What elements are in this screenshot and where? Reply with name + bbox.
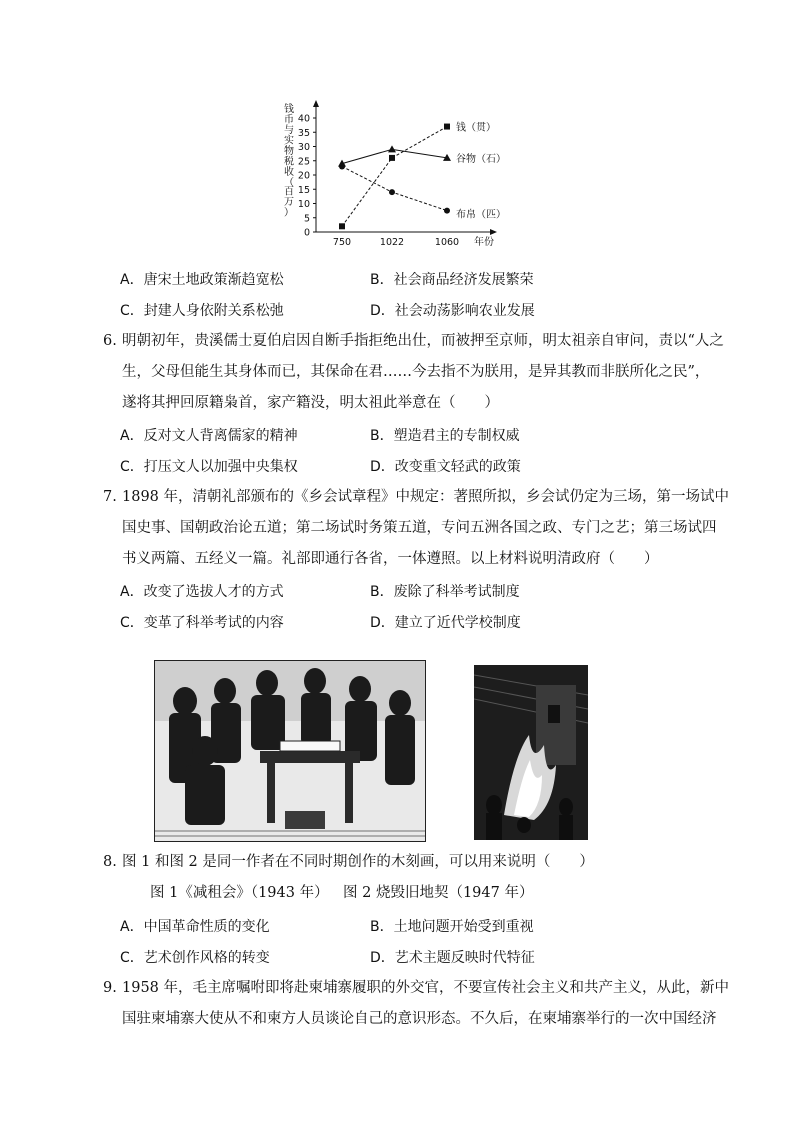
q5-option-a[interactable] [120,269,284,289]
q8-option-b[interactable] [370,916,534,936]
data-point [444,208,450,214]
q6-option-d[interactable] [370,456,521,476]
q6-option-d-text: 改变重文轻武的政策 [394,459,521,475]
q9-stem-line-1: 1958 年，毛主席嘱咐即将赴柬埔寨履职的外交官，不要宣传社会主义和共产主义，从此，新中 [122,980,730,996]
tax-chart [270,95,530,255]
q7-stem-line-3: 书义两篇、五经义一篇。礼部即通行各省，一体遵照。以上材料说明清政府（ ） [122,551,659,567]
q6-option-a[interactable] [120,425,298,445]
q6-stem-line-2: 生，父母但能生其身体而已，其保命在君……今去指不为朕用，是异其教而非朕所化之民”， [122,364,710,380]
q6-option-b[interactable] [370,425,520,445]
q7-option-d[interactable] [370,612,521,632]
y-tick-label: 20 [297,170,310,182]
q8-stem: 图 1 和图 2 是同一作者在不同时期创作的木刻画，可以用来说明（ ） [122,854,594,870]
q7-stem-line-2: 国史事、国朝政治论五道；第二场试时务策五道，专问五洲各国之政、专门之艺；第三场试四 [122,520,717,536]
q5-option-b-text: 社会商品经济发展繁荣 [393,272,534,288]
q7-option-a[interactable] [120,581,284,601]
q8-option-d[interactable] [370,947,535,967]
series-line [342,127,447,227]
q7-option-b-text: 废除了科举考试制度 [393,584,520,600]
data-point [388,145,396,152]
q8-option-a-letter: A． [120,919,144,935]
y-tick-label: 0 [303,227,310,239]
y-tick-label: 35 [297,127,310,139]
q7-number: 7. [103,489,117,505]
figure-2-caption: 图 2 烧毁旧地契（1947 年） [343,885,534,901]
q8-option-a-text: 中国革命性质的变化 [143,919,270,935]
y-tick-label: 25 [297,156,310,168]
q5-option-d-letter: D． [370,303,395,319]
q8-option-c-text: 艺术创作风格的转变 [143,950,270,966]
q6-number: 6. [103,333,117,349]
q8-option-c[interactable] [120,947,270,967]
woodcut-image-1 [154,660,426,842]
q6-option-c-text: 打压文人以加强中央集权 [143,459,298,475]
x-tick-label: 1060 [434,237,460,248]
q5-option-c[interactable] [120,300,284,320]
y-tick-label: 40 [297,113,310,125]
q6-option-d-letter: D． [370,459,395,475]
q8-option-d-text: 艺术主题反映时代特征 [394,950,535,966]
y-axis-label-text: 钱币与实物税收（百万） [284,104,294,219]
series-label: 布帛（匹） [456,209,506,221]
y-ticks [298,114,316,239]
q8-option-d-letter: D． [370,950,395,966]
x-axis-label: 年份 [474,237,494,248]
q8-option-b-text: 土地问题开始受到重视 [393,919,534,935]
q7-stem-line-1: 1898 年，清朝礼部颁布的《乡会试章程》中规定：著照所拟，乡会试仍定为三场，第一场试中 [122,489,730,505]
q9-number: 9. [103,980,117,996]
q7-option-c-letter: C． [120,615,144,631]
q6-option-c-letter: C． [120,459,144,475]
q5-option-b[interactable] [370,269,534,289]
q6-option-a-text: 反对文人背离儒家的精神 [143,428,298,444]
y-tick-label: 5 [303,213,310,225]
q7-option-a-text: 改变了选拔人才的方式 [143,584,284,600]
q6-option-a-letter: A． [120,428,144,444]
y-axis-arrow [313,100,319,107]
y-tick-label: 15 [297,184,310,196]
q5-option-d-text: 社会动荡影响农业发展 [394,303,535,319]
q5-option-a-letter: A． [120,272,144,288]
data-point [339,223,345,229]
q6-option-c[interactable] [120,456,298,476]
q7-option-c[interactable] [120,612,284,632]
q8-number: 8. [103,854,117,870]
q5-option-c-letter: C． [120,303,144,319]
q8-option-a[interactable] [120,916,270,936]
q5-option-b-letter: B． [370,272,394,288]
q7-option-d-letter: D． [370,615,395,631]
q6-stem-line-3: 遂将其押回原籍枭首，家产籍没，明太祖此举意在（ ） [122,395,499,411]
q6-option-b-text: 塑造君主的专制权威 [393,428,520,444]
y-tick-label: 30 [297,142,310,153]
q7-option-d-text: 建立了近代学校制度 [394,615,521,631]
q7-option-b-letter: B． [370,584,394,600]
q5-option-c-text: 封建人身依附关系松弛 [143,303,284,319]
series-label: 谷物（石） [456,153,506,165]
q9-stem-line-2: 国驻柬埔寨大使从不和柬方人员谈论自己的意识形态。不久后，在柬埔寨举行的一次中国经济 [122,1011,717,1027]
series-layer [338,121,506,230]
q5-option-d[interactable] [370,300,535,320]
woodcut-image-2 [474,665,588,840]
data-point [389,189,395,195]
x-tick-label: 1022 [379,237,405,248]
q8-option-c-letter: C． [120,950,144,966]
y-axis-label [284,102,294,219]
figure-1-caption: 图 1《减租会》（1943 年） [150,885,329,901]
data-point [339,163,345,169]
q6-option-b-letter: B． [370,428,394,444]
x-axis-arrow [490,229,497,235]
q7-option-b[interactable] [370,581,520,601]
q5-option-a-text: 唐宋土地政策渐趋宽松 [143,272,284,288]
x-ticks [333,237,459,248]
x-tick-label: 750 [332,237,352,248]
q7-option-a-letter: A． [120,584,144,600]
q6-stem-line-1: 明朝初年，贵溪儒士夏伯启因自断手指拒绝出仕，而被押至京师，明太祖亲自审问，责以“人之 [122,333,724,349]
q8-option-b-letter: B． [370,919,394,935]
series-label: 钱（贯） [456,122,496,134]
data-point [389,155,395,161]
q7-option-c-text: 变革了科举考试的内容 [143,615,284,631]
data-point [444,124,450,130]
y-tick-label: 10 [297,199,310,210]
